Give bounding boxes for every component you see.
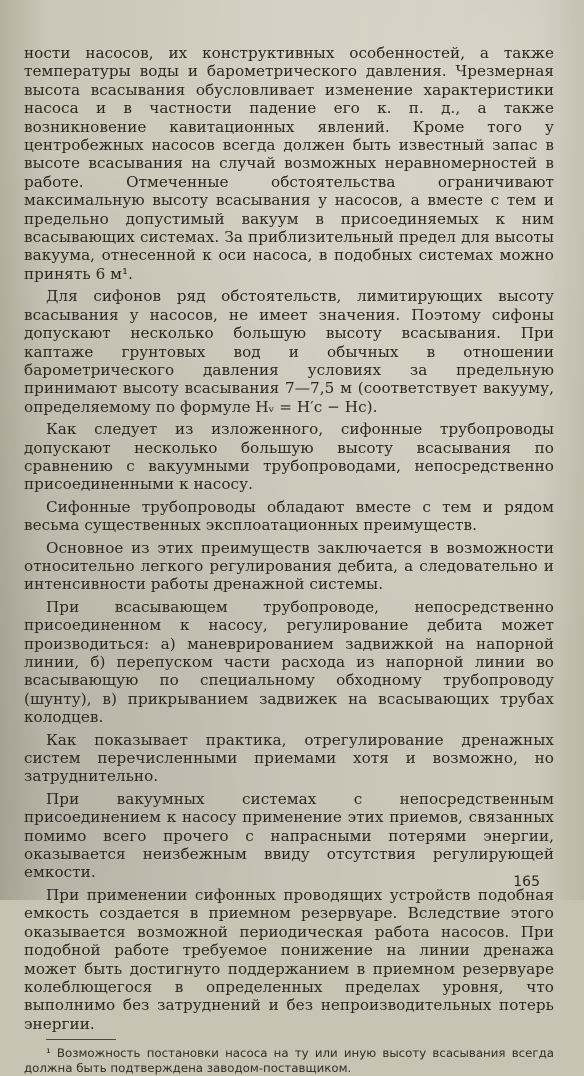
paragraph-7: Как показывает практика, отрегулирование дренажных систем перечисленными приемами хотя и возможно, но затруднительно. [24,730,554,786]
footnote-divider [46,1039,116,1040]
paragraph-3: Как следует из изложенного, сифонные трубопроводы допускают несколько большую высоту всасывания по сравнению с вакуумными трубопроводами, непосредственно присоединенными к насосу. [24,420,554,494]
paragraph-2: Для сифонов ряд обстоятельств, лимитирующих высоту всасывания у насосов, не имеет значения. Поэтому сифоны допускают несколько большую высоту всасывания. При каптаже грунтовых вод и обычных в отношении барометрического давления условиях за предельную принимают высоту всасывания 7—7,5 м (соответствует вакууму, определяемому по формуле Hᵥ = H′с − Hс). [24,287,554,416]
paragraph-8: При вакуумных системах с непосредственным присоединением к насосу применение этих приемов, связанных помимо всего прочего с напрасными потерями энергии, оказывается неизбежным ввиду отсутствия регулирующей емкости. [24,789,554,882]
paragraph-6: При всасывающем трубопроводе, непосредственно присоединенном к насосу, регулирование дебита может производиться: а) маневрированием задвижкой на напорной линии, б) перепуском части расхода из напорной линии во всасывающую по специальному обходному трубопроводу (шунту), в) прикрыванием задвижек на всасывающих трубах колодцев. [24,597,554,727]
paragraph-9: При применении сифонных проводящих устройств подобная емкость создается в приемном резервуаре. Вследствие этого оказывается возможной периодическая работа насосов. При подобной работе требуемое понижение на линии дренажа может быть достигнуто поддержанием в приемном резервуаре колеблющегося в определенных пределах уровня, что выполнимо без затруднений и без непроизводительных потерь энергии. [24,885,554,1033]
paragraph-5: Основное из этих преимуществ заключается в возможности относительно легкого регулирования дебита, а следовательно и интенсивности работы дренажной системы. [24,538,554,594]
paragraph-1: ности насосов, их конструктивных особенностей, а также температуры воды и барометрического давления. Чрезмерная высота всасывания обусловливает изменение характеристики насоса и в частности падение его к. п. д., а также возникновение кавитационных явлений. Кроме того у центробежных насосов всегда должен быть известный запас в высоте всасывания на случай возможных неравномерностей в работе. Отмеченные обстоятельства ограничивают максимальную высоту всасывания у насосов, а вместе с тем и предельно допустимый вакуум в присоединяемых к ним всасывающих системах. За приблизительный предел для высоты вакуума, отнесенной к оси насоса, в подобных системах можно принять 6 м¹. [24,44,554,283]
paragraph-4: Сифонные трубопроводы обладают вместе с тем и рядом весьма существенных эксплоатационных преимуществ. [24,497,554,535]
page-number: 165 [513,874,540,890]
footnote: ¹ Возможность постановки насоса на ту или иную высоту всасывания всегда должна быть подтверждена заводом-поставщиком. [24,1046,554,1076]
body-text [24,44,554,1033]
